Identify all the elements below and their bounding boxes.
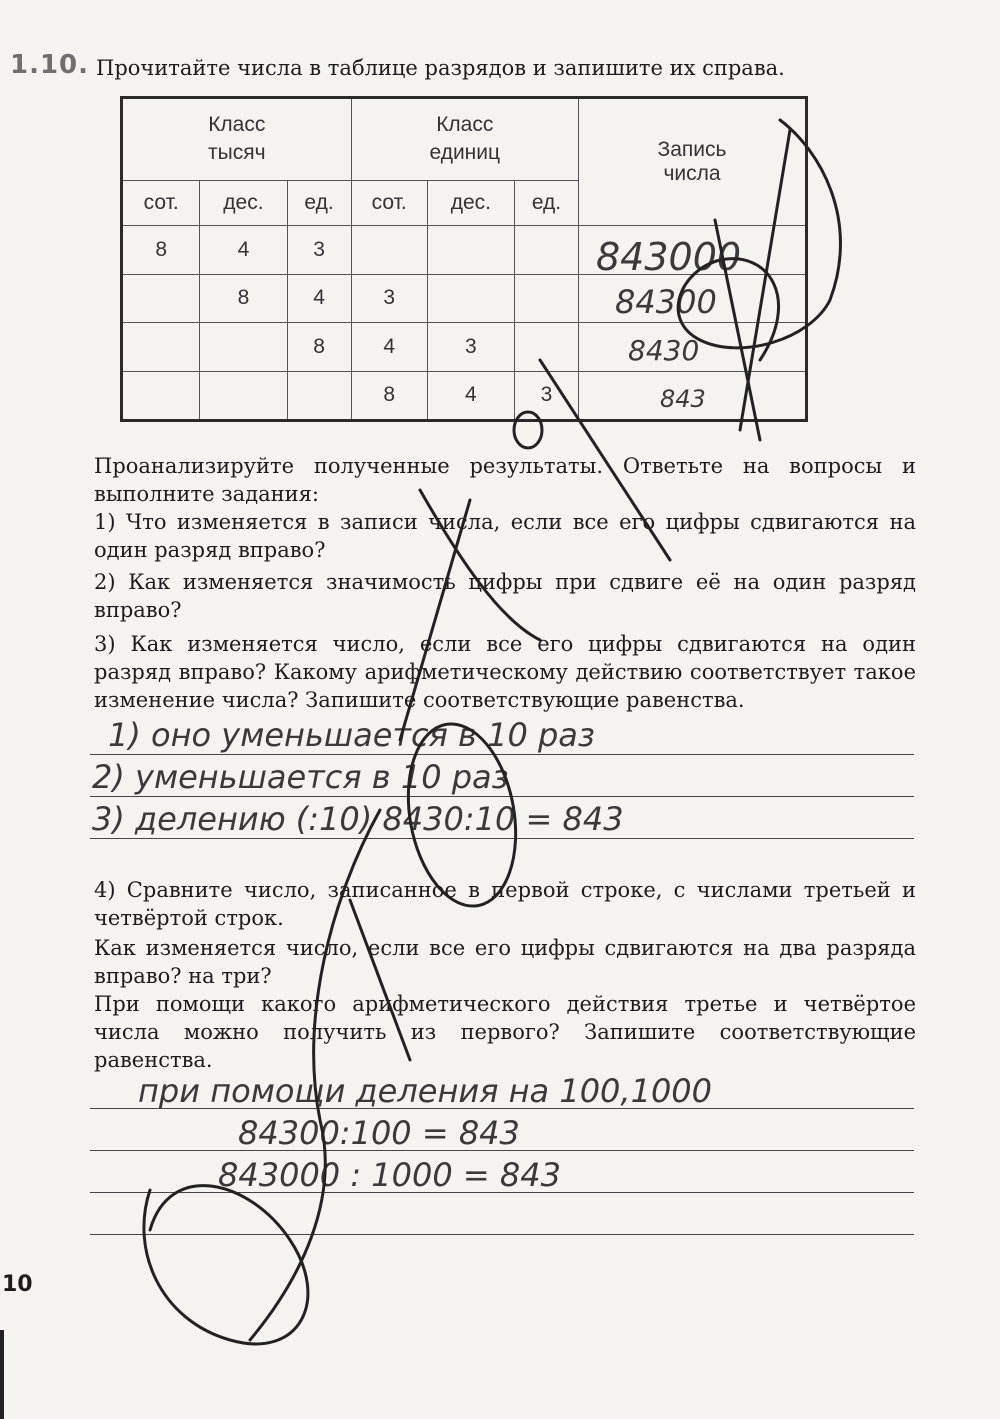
digit-cell [514,274,578,322]
digit-cell [122,323,200,371]
record-cell [579,371,807,421]
digit-cell: 4 [427,371,514,421]
question-4-shift: Как изменяется число, если все его цифры сдвигаются на два разряда вправо? на три? [94,936,916,988]
question-4-operation: При помощи какого арифметического действия третье и четвёртое числа можно получить из первого? Запишите соответствующие равенства. [94,992,916,1072]
binding-edge [0,1330,4,1419]
answer-line [90,838,914,839]
subheader-cell: ед. [514,180,578,225]
exercise-number: 1.10. [10,50,90,80]
hw-record: 843 [660,385,706,413]
hw-record: 8430 [628,334,700,367]
record-cell [579,274,807,322]
digit-cell [351,226,427,274]
hw-answer: 3) делению (:10) 8430:10 = 843 [92,800,624,838]
exercise-title: Прочитайте числа в таблице разрядов и запишите их справа. [96,56,785,80]
answer-line [90,754,914,755]
question-3: 3) Как изменяется число, если все его цифры сдвигаются на один разряд вправо? Какому арифметическому действию соответствует такое изменение числа? Запишите соответствующие равенства. [94,632,916,712]
subheader-cell: сот. [122,180,200,225]
hw-record: 843000 [596,235,742,279]
hw-answer: при помощи деления на 100,1000 [138,1072,713,1110]
record-cell [579,226,807,274]
class-name: тысяч [208,141,266,165]
digit-cell: 3 [351,274,427,322]
digit-cell: 4 [351,323,427,371]
digit-cell: 4 [287,274,351,322]
header-record [579,98,807,226]
class-name: единиц [429,141,501,165]
record-word: Запись [657,138,727,162]
digit-cell: 3 [427,323,514,371]
page-number: 10 [2,1272,33,1297]
hw-answer: 843000 : 1000 = 843 [218,1156,561,1194]
answer-line [90,1234,914,1235]
digit-cell [427,226,514,274]
digit-cell: 4 [200,226,287,274]
class-word: Класс [436,113,494,137]
digit-cell [514,226,578,274]
question-1: 1) Что изменяется в записи числа, если все его цифры сдвигаются на один разряд вправо? [94,510,916,562]
digit-cell [427,274,514,322]
question-4: 4) Сравните число, записанное в первой строке, с числами третьей и четвёртой строк. [94,878,916,930]
answer-line [90,796,914,797]
digit-cell: 8 [200,274,287,322]
digit-cell: 3 [514,371,578,421]
digit-cell [287,371,351,421]
class-word: Класс [208,113,266,137]
hw-answer: 1) оно уменьшается в 10 раз [108,716,595,754]
digit-cell: 8 [287,323,351,371]
subheader-cell: дес. [427,180,514,225]
digit-cell: 8 [351,371,427,421]
subheader-cell: сот. [351,180,427,225]
table-row [122,323,807,371]
digit-cell [200,323,287,371]
digit-cell: 8 [122,226,200,274]
subheader-cell: ед. [287,180,351,225]
subheader-cell: дес. [200,180,287,225]
place-value-table [120,96,808,422]
hw-record: 84300 [615,283,717,321]
digit-cell: 3 [287,226,351,274]
digit-cell [122,371,200,421]
table-row [122,371,807,421]
record-word: числа [663,162,721,186]
digit-cell [122,274,200,322]
digit-cell [514,323,578,371]
question-2: 2) Как изменяется значимость цифры при сдвиге её на один разряд вправо? [94,570,916,622]
table-row [122,274,807,322]
header-class-units [351,98,578,181]
hw-answer: 84300:100 = 843 [238,1114,520,1152]
analyze-instruction: Проанализируйте полученные результаты. Ответьте на вопросы и выполните задания: [94,454,916,506]
answer-line [90,1150,914,1151]
hw-answer: 2) уменьшается в 10 раз [92,758,509,796]
header-class-thousands [122,98,352,181]
record-cell [579,323,807,371]
digit-cell [200,371,287,421]
answer-line [90,1108,914,1109]
answer-line [90,1192,914,1193]
table-row [122,226,807,274]
